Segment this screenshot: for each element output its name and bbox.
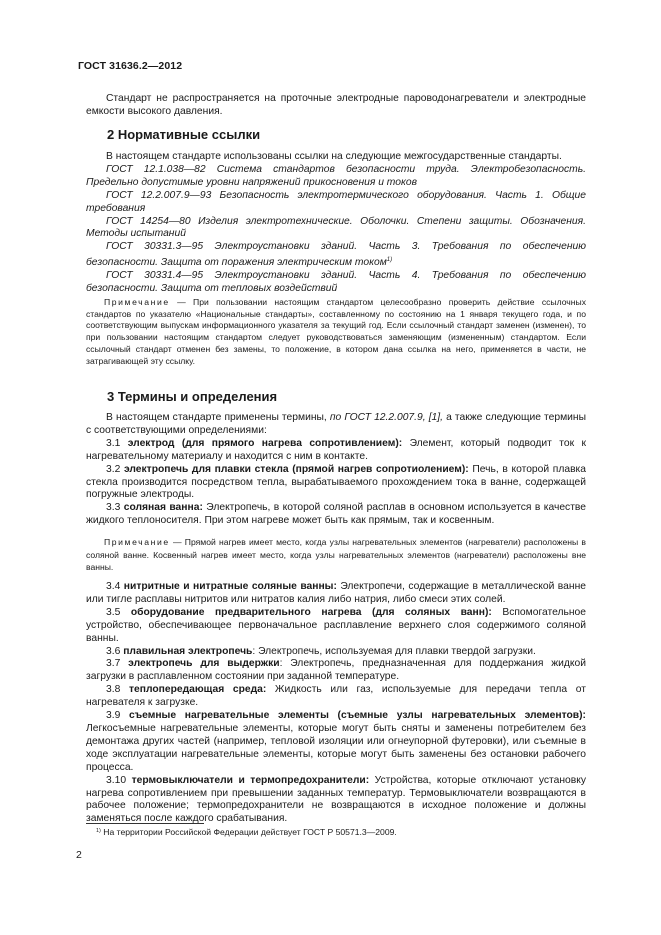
term-entry (86, 464, 586, 503)
term-entry (86, 710, 586, 775)
term-entry (86, 684, 586, 710)
section-2-body (86, 151, 586, 296)
term-definition: Печь, в которой плавка стекла производится посредством тепла, вырабатываемого прохождением тока в ванне, содержащей погружные электроды. (86, 463, 586, 501)
term-definition: Жидкость или газ, используемые для передачи тепла от нагревателя к загрузке. (86, 684, 586, 709)
term-number: 3.4 (106, 581, 121, 592)
section-3-note (86, 536, 586, 574)
term-number: 3.3 (106, 502, 121, 514)
term-definition: Электропечь, в которой соляной расплав в основном используется в качестве жидкого теплоносителя. При этом нагреве может быть как прямым, так и косвенным. (86, 502, 587, 527)
term-number: 3.7 (106, 658, 121, 670)
ref-item-text: ГОСТ 30331.3—95 Электроустановки зданий. Часть 3. Требования по обеспечению безопасности. Защита от поражения электрическим током (86, 241, 586, 269)
term-definition: Устройства, которые отключают установку нагрева сопротивлением при превышении заданных температур. Термовыключатели возвращаются в рабочее положение; термопредохранители не возвращаются в исходное положение и должны заменяться после каждого срабатывания. (86, 774, 586, 825)
term-entry (86, 438, 586, 464)
section-3-lead (86, 412, 586, 438)
ref-item: ГОСТ 14254—80 Изделия электротехнические. Оболочки. Степени защиты. Обозначения. Методы испытаний (86, 215, 586, 240)
ref-item: ГОСТ 30331.4—95 Электроустановки зданий. Часть 4. Требования по обеспечению безопасности. Защита от тепловых воздействий (86, 270, 586, 295)
section-2-note (86, 297, 586, 367)
footnote (96, 827, 397, 837)
term-title: электрод (для прямого нагрева сопротивлением): (127, 437, 403, 449)
ref-item: ГОСТ 12.1.038—82 Система стандартов безопасности труда. Электробезопасность. Предельно допустимые уровни напряжений прикосновения и токов (86, 163, 586, 188)
term-title: съемные нагревательные элементы (съемные узлы нагревательных элементов): (129, 710, 586, 722)
term-title: оборудование предварительного нагрева (для соляных ванн): (130, 606, 492, 618)
term-title: плавильная электропечь (123, 645, 253, 657)
term-entry (86, 646, 586, 659)
term-number: 3.1 (106, 437, 121, 449)
lead-text: В настоящем стандарте применены термины, (106, 412, 330, 423)
note-text: — При пользовании настоящим стандартом целесообразно проверить действие ссылочных стандартов по указателю «Национальные стандарты», составленному по состоянию на 1 января текущего года, и по соответствующим выпускам информационного указателя за текущий год. Если ссылочный стандарт заменен (изменен), то при пользовании настоящим стандартом следует руководствоваться заменяющим (измененным) стандартом. Если ссылочный стандарт отменен без замены, то положение, в котором дана ссылка на него, применяется в части, не затрагивающей эту ссылку. (86, 297, 586, 366)
term-definition: Электропечи, содержащие в металлической ванне или тигле расплавы нитритов или нитратов калия либо натрия, либо смеси этих солей. (86, 581, 586, 605)
term-number: 3.2 (106, 463, 121, 475)
page-number: 2 (76, 849, 82, 861)
footnote-mark: 1) (386, 257, 393, 264)
ref-item: ГОСТ 12.2.007.9—93 Безопасность электротермического оборудования. Часть 1. Общие требования (86, 189, 586, 214)
section-2-heading: 2 Нормативные ссылки (107, 127, 261, 142)
section-2-lead: В настоящем стандарте использованы ссылки на следующие межгосударственные стандарты. (106, 151, 562, 162)
term-number: 3.9 (106, 710, 121, 722)
term-title: электропечь для выдержки (128, 658, 280, 670)
footnote-mark: 1) (96, 828, 101, 834)
note-label: Примечание (104, 297, 170, 307)
term-entry (86, 581, 586, 607)
lead-reference: по ГОСТ 12.2.007.9, [1], (329, 412, 444, 423)
term-entry (86, 775, 586, 827)
term-definition: Легкосъемные нагревательные элементы, которые могут быть сняты и заменены потребителем без демонтажа других частей (например, тепловой изоляции или огнеупорной футеровки), или съемные в ходе эксплуатации нагревательные элементы, которые могут быть заменены без остановки рабочего процесса. (86, 722, 586, 773)
ref-item (86, 241, 586, 270)
note-text: — Прямой нагрев имеет место, когда узлы нагревательных элементов (нагреватели) расположены в соляной ванне. Косвенный нагрев имеет место, когда узлы нагревательных элементов (нагреватели) расположены вне ванны. (86, 537, 587, 573)
term-definition: Элемент, который подводит ток к нагревательному материалу и находится с ним в контакте. (86, 437, 586, 462)
footnote-divider (86, 823, 204, 824)
term-title: теплопередающая среда: (128, 684, 267, 696)
section-3-body-continued (86, 581, 586, 826)
intro-paragraph: Стандарт не распространяется на проточные электродные пароводонагреватели и электродные емкости высокого давления. (86, 93, 586, 117)
term-number: 3.5 (106, 606, 121, 618)
footnote-text: На территории Российской Федерации действует ГОСТ Р 50571.3—2009. (100, 827, 397, 837)
note-label: Примечание (104, 537, 170, 547)
term-title: электропечь для плавки стекла (прямой нагрев сопротиолением): (123, 463, 469, 475)
term-number: 3.10 (106, 774, 127, 786)
term-definition: : Электропечь, используемая для плавки твердой загрузки. (252, 645, 536, 657)
standard-header: ГОСТ 31636.2—2012 (78, 60, 183, 72)
term-title: соляная ванна: (123, 502, 203, 514)
term-title: нитритные и нитратные соляные ванны: (123, 581, 337, 592)
term-entry (86, 502, 586, 528)
section-3-heading: 3 Термины и определения (107, 389, 278, 404)
lead-text: а также следующие термины с соответствующими определениями: (86, 412, 587, 436)
term-number: 3.6 (106, 645, 121, 657)
term-entry (86, 607, 586, 646)
term-definition: Вспомогательное устройство, обеспечивающее первоначальное расплавление верхнего слоя содержимого соляной ванны. (86, 606, 586, 644)
term-number: 3.8 (106, 684, 121, 696)
term-definition: : Электропечь, предназначенная для поддержания жидкой загрузки в расплавленном состоянии при заданной температуре. (86, 658, 586, 683)
section-3-body (86, 412, 586, 528)
term-title: термовыключатели и термопредохранители: (131, 774, 370, 786)
term-entry (86, 658, 586, 684)
